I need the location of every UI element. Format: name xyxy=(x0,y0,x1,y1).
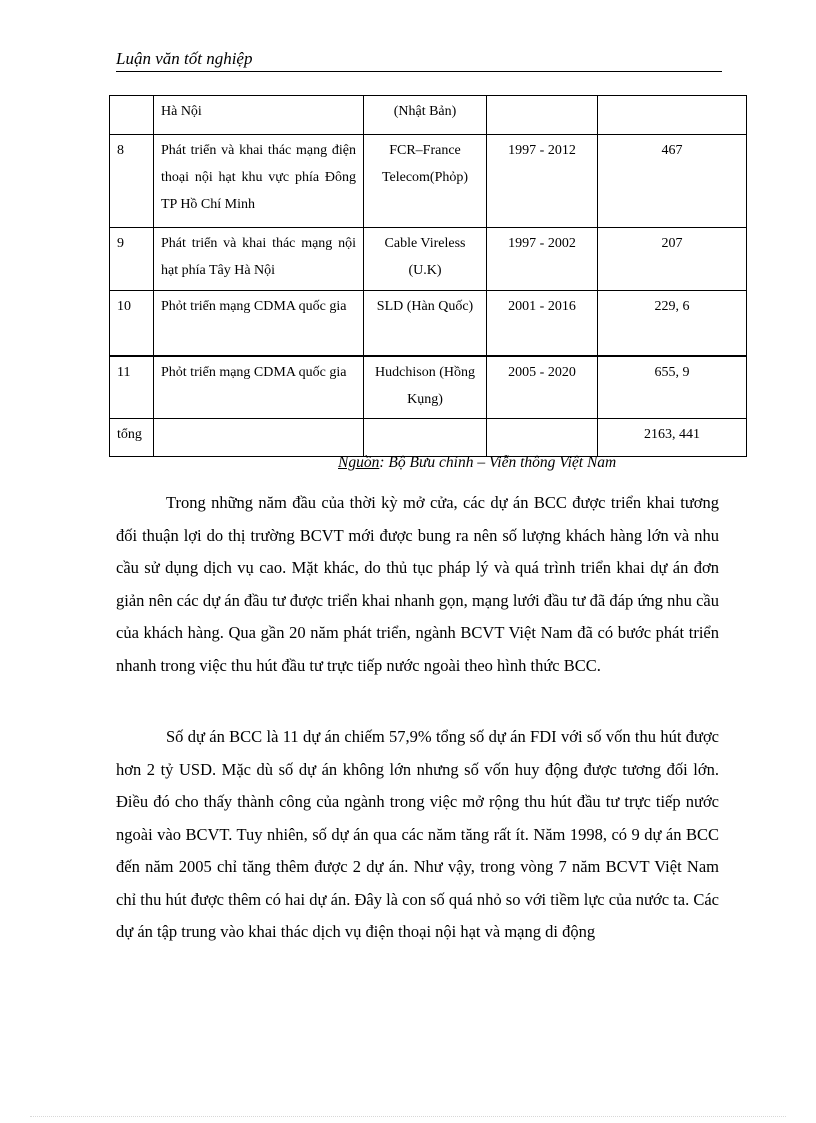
source-label: Nguồn xyxy=(338,454,380,471)
cell-no: 11 xyxy=(110,356,154,419)
cell-no: 10 xyxy=(110,291,154,356)
table-row xyxy=(110,291,747,356)
cell-partner: Cable Vireless (U.K) xyxy=(364,228,487,291)
cell-project: Phát triển và khai thác mạng nội hạt phía Tây Hà Nội xyxy=(154,228,364,291)
cell-partner: FCR–France Telecom(Phỏp) xyxy=(364,135,487,228)
table-row xyxy=(110,356,747,419)
paragraph: Trong những năm đầu của thời kỳ mở cửa, các dự án BCC được triển khai tương đối thuận lợi do thị trường BCVT mới được bung ra nên số lượng khách hàng lớn và nhu cầu sử dụng dịch vụ cao. Mặt khác, do thủ tục pháp lý và quá trình triển khai dự án đơn giản nên các dự án đầu tư được triển khai nhanh gọn, mạng lưới đầu tư đã đáp ứng nhu cầu của khách hàng. Qua gần 20 năm phát triển, ngành BCVT Việt Nam đã có bước phát triển nhanh trong việc thu hút đầu tư trực tiếp nước ngoài theo hình thức BCC. xyxy=(116,493,719,675)
page-bottom-divider xyxy=(30,1116,786,1117)
table-row xyxy=(110,135,747,228)
cell-partner xyxy=(364,419,487,457)
cell-project: Phỏt triển mạng CDMA quốc gia xyxy=(154,356,364,419)
cell-period: 2005 - 2020 xyxy=(487,356,598,419)
paragraph: Số dự án BCC là 11 dự án chiếm 57,9% tổng số dự án FDI với số vốn thu hút được hơn 2 tỷ USD. Mặc dù số dự án không lớn nhưng số vốn huy động được tương đối lớn. Điều đó cho thấy thành công của ngành trong việc mở rộng thu hút đầu tư trực tiếp nước ngoài vào BCVT. Tuy nhiên, số dự án qua các năm tăng rất ít. Năm 1998, có 9 dự án BCC đến năm 2005 chỉ tăng thêm được 2 dự án. Như vậy, trong vòng 7 năm BCVT Việt Nam chỉ thu hút được thêm có hai dự án. Đây là con số quá nhỏ so với tiềm lực của nước ta. Các dự án tập trung vào khai thác dịch vụ điện thoại nội hạt và mạng di động xyxy=(116,727,719,941)
header-title: Luận văn tốt nghiệp xyxy=(116,49,253,68)
cell-no xyxy=(110,96,154,135)
cell-capital: 655, 9 xyxy=(598,356,747,419)
cell-partner: Hudchison (Hồng Kụng) xyxy=(364,356,487,419)
cell-period xyxy=(487,419,598,457)
cell-capital: 467 xyxy=(598,135,747,228)
cell-no: 8 xyxy=(110,135,154,228)
source-text: : Bộ Bưu chính – Viễn thông Việt Nam xyxy=(379,454,617,471)
cell-capital: 229, 6 xyxy=(598,291,747,356)
cell-period xyxy=(487,96,598,135)
cell-period: 1997 - 2012 xyxy=(487,135,598,228)
table-source xyxy=(338,452,616,474)
page-header xyxy=(116,48,722,72)
cell-project xyxy=(154,419,364,457)
cell-period: 1997 - 2002 xyxy=(487,228,598,291)
cell-no: 9 xyxy=(110,228,154,291)
cell-project: Hà Nội xyxy=(154,96,364,135)
bcc-projects-table xyxy=(109,95,747,457)
cell-period: 2001 - 2016 xyxy=(487,291,598,356)
cell-project: Phỏt triển mạng CDMA quốc gia xyxy=(154,291,364,356)
cell-partner: SLD (Hàn Quốc) xyxy=(364,291,487,356)
cell-capital xyxy=(598,96,747,135)
table-row xyxy=(110,96,747,135)
cell-partner: (Nhật Bản) xyxy=(364,96,487,135)
cell-capital: 207 xyxy=(598,228,747,291)
cell-total-label: tổng xyxy=(110,419,154,457)
table-row-total xyxy=(110,419,747,457)
cell-total-capital: 2163, 441 xyxy=(598,419,747,457)
cell-project: Phát triển và khai thác mạng điện thoại nội hạt khu vực phía Đông TP Hồ Chí Minh xyxy=(154,135,364,228)
table-row xyxy=(110,228,747,291)
